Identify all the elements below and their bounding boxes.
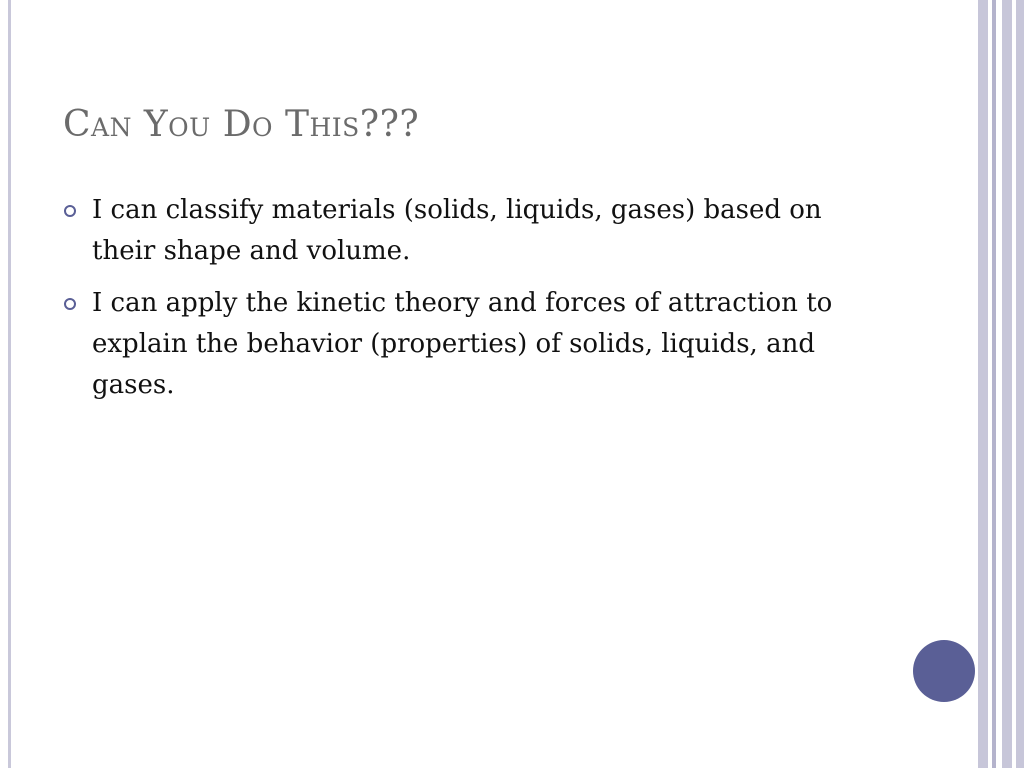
bullet-list [62, 190, 882, 417]
bullet-circle-icon [64, 298, 76, 310]
bullet-item [62, 190, 882, 272]
bullet-text: I can classify materials (solids, liquids, gases) based on their shape and volume. [92, 195, 822, 266]
bullet-circle-icon [64, 205, 76, 217]
decorative-bar [978, 0, 988, 768]
left-border-line [8, 0, 11, 768]
bullet-text: I can apply the kinetic theory and forces of attraction to explain the behavior (properties) of solids, liquids, and gases. [92, 288, 833, 400]
bullet-item [62, 283, 882, 406]
decorative-bar [1002, 0, 1012, 768]
slide-title: Can You Do This??? [63, 104, 420, 145]
decorative-bar [1016, 0, 1024, 768]
accent-circle [913, 640, 975, 702]
